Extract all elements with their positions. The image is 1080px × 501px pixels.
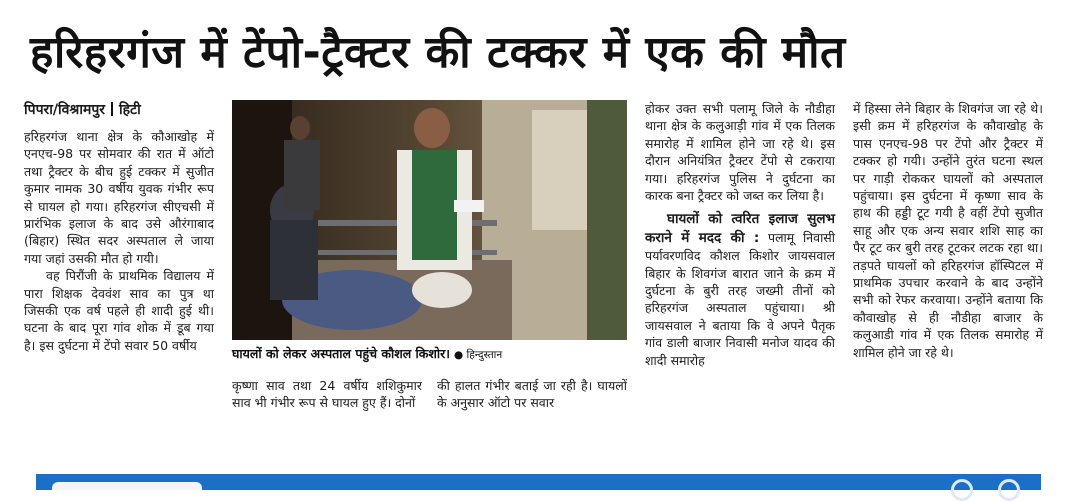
circle-icon xyxy=(998,479,1020,501)
headline: हरिहरगंज में टेंपो-ट्रैक्टर की टक्कर में एक की मौत xyxy=(30,27,846,78)
paragraph: की हालत गंभीर बताई जा रही है। घायलों के अनुसार ऑटो पर सवार xyxy=(437,378,627,411)
hospital-scene-image xyxy=(232,100,627,340)
dateline-source: हिटी xyxy=(119,102,141,118)
bottom-banner xyxy=(36,474,1041,490)
article-column-4 xyxy=(645,100,835,369)
article-column-5 xyxy=(853,100,1043,361)
paragraph-text: पलामू निवासी पर्यावरणविद कौशल किशोर जायसवाल बिहार के शिवगंज बारात जाने के क्रम में दुर्घटना के बुरी तरह जख्मी तीनों को हरिहरगंज अस्पताल पहुंचाया। श्री जायसवाल ने बताया कि वे अपने पैतृक गांव डाली बाजार निवासी मनोज यादव की शादी समारोह xyxy=(645,229,835,368)
dateline-separator xyxy=(111,102,113,116)
paragraph: हरिहरगंज थाना क्षेत्र के कौआखोह में एनएच-98 पर सोमवार की रात में ऑटो तथा ट्रैक्टर के बीच हुई टक्कर में सुजीत कुमार नामक 30 वर्षीय युवक गंभीर रूप से घायल हो गया। हरिहरगंज सीएचसी में प्रारंभिक इलाज के बाद उसे औरंगाबाद (बिहार) स्थित सदर अस्पताल ले जाया गया जहां उसकी मौत हो गयी। xyxy=(24,129,214,266)
subheading: घायलों को त्वरित इलाज सुलभ कराने में मदद की : xyxy=(645,211,835,246)
photo-credit: ● हिन्दुस्तान xyxy=(454,349,503,361)
paragraph: होकर उक्त सभी पलामू जिले के नौडीहा थाना क्षेत्र के कलुआड़ी गांव में एक तिलक समारोह में शामिल होने जा रहे थे। इस दौरान अनियंत्रित ट्रैक्टर टेंपो से टकराया गया। हरिहरगंज पुलिस ने दुर्घटना का कारक बना ट्रैक्टर को जब्त कर लिया है। xyxy=(645,101,835,204)
dateline-place: पिपरा/विश्रामपुर xyxy=(24,102,105,118)
photo-caption xyxy=(232,344,627,364)
paragraph xyxy=(645,210,835,369)
dateline xyxy=(24,100,214,120)
article-column-2 xyxy=(232,377,422,412)
caption-text: घायलों को लेकर अस्पताल पहुंचे कौशल किशोर। xyxy=(232,346,450,361)
paragraph: वह पिरौंजी के प्राथमिक विद्यालय में पारा शिक्षक देववंश साव का पुत्र था जिसकी एक वर्ष पहले ही शादी हुई थी। घटना के बाद पूरा गांव शोक में डूब गया है। इस दुर्घटना में टेंपो सवार 50 वर्षीय xyxy=(24,268,214,353)
banner-tab xyxy=(52,482,202,490)
paragraph: में हिस्सा लेने बिहार के शिवगंज जा रहे थे। इसी क्रम में हरिहरगंज के कौवाखोह के पास एनएच-98 पर टेंपो और ट्रैक्टर में टक्कर हो गयी। उन्होंने तुरंत घटना स्थल पर गाड़ी रोककर घायलों को अस्पताल पहुंचाया। इस दुर्घटना में कृष्णा साव के हाथ की हड्डी टूट गयी है वहीं टेंपो सुजीत साहू और एक अन्य सवार शशि साह का पैर टूट कर बुरी तरह टूटकर लटक रहा था। तड़पते घायलों को हरिहरगंज हॉस्पिटल में प्राथमिक उपचार करवाने के बाद उन्होंने सभी को रेफर करवाया। उन्होंने बताया कि कौवाखोह से ही नौडीहा बाजार के कलुआडी गांव में एक तिलक समारोह में शामिल होने जा रहे थे। xyxy=(853,101,1043,360)
news-photo xyxy=(232,100,627,340)
paragraph: कृष्णा साव तथा 24 वर्षीय शशिकुमार साव भी गंभीर रूप से घायल हुए हैं। दोनों xyxy=(232,378,422,411)
article-column-3 xyxy=(437,377,627,412)
article-column-1 xyxy=(24,100,214,354)
circle-icon xyxy=(951,479,973,501)
